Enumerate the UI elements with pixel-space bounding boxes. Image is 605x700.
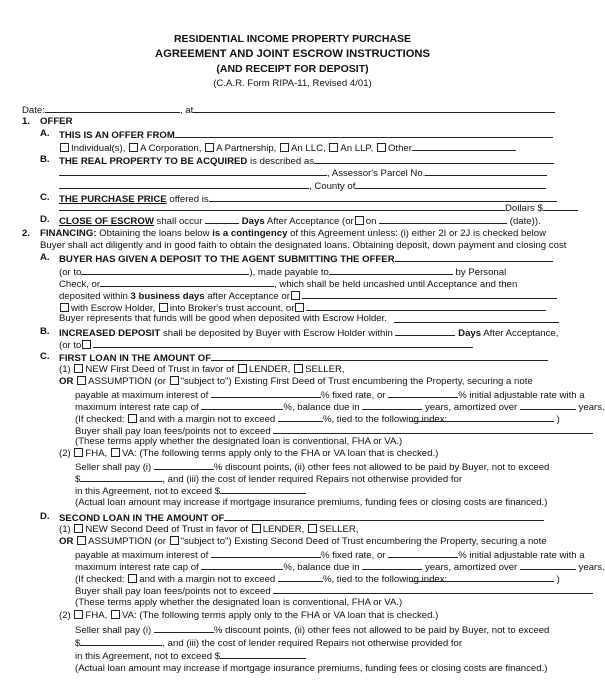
second-loan-cap-row: maximum interest rate cap of %, balance due in years, amortized over years. (75, 562, 605, 573)
second-repairs-row: in this Agreement, not to exceed $ (75, 649, 306, 661)
increased-deposit-row-2: (or to (59, 338, 473, 350)
other-checkbox[interactable] (377, 143, 386, 152)
second-margin-field[interactable] (278, 572, 323, 582)
second-margin-checkbox[interactable] (128, 574, 137, 583)
first-index-field[interactable]: ) (410, 412, 560, 426)
other-entity-field[interactable] (412, 141, 516, 151)
second-terms-note: (These terms apply whether the designated loan is conventional, FHA or VA.) (75, 597, 403, 608)
second-discount-points-field[interactable] (154, 623, 214, 633)
first-va-checkbox[interactable] (111, 448, 120, 457)
second-loan-amount-field[interactable] (224, 511, 544, 521)
form-title-line1: RESIDENTIAL INCOME PROPERTY PURCHASE (173, 33, 412, 45)
second-other-fees-field[interactable] (80, 636, 162, 646)
increased-other-checkbox[interactable] (82, 340, 91, 349)
financing-intro-row: FINANCING: Obtaining the loans below is a contingency of this Agreement unless: (i) either 2I or 2J is checked below (40, 228, 547, 239)
first-initial-rate-field[interactable] (388, 388, 458, 398)
first-margin-field[interactable] (278, 412, 323, 422)
first-repairs-field[interactable] (220, 484, 306, 494)
funds-good-amount-field[interactable] (394, 313, 559, 327)
deposit-holder-row: with Escrow Holder, into Broker's trust account, or (59, 301, 546, 313)
second-rate-cap-field[interactable] (201, 560, 283, 570)
second-loan-heading-row: SECOND LOAN IN THE AMOUNT OF (59, 511, 544, 523)
first-assumption-checkbox[interactable] (77, 376, 86, 385)
second-initial-rate-field[interactable] (388, 548, 458, 558)
second-amort-years-field[interactable] (520, 560, 576, 570)
second-lender-checkbox[interactable] (252, 524, 261, 533)
second-balance-years-field[interactable] (362, 560, 422, 570)
first-fha-checkbox[interactable] (74, 448, 83, 457)
first-margin-checkbox[interactable] (128, 414, 137, 423)
llp-checkbox[interactable] (329, 143, 338, 152)
llc-checkbox[interactable] (280, 143, 289, 152)
second-loan-fees-row: Buyer shall pay loan fees/points not to exceed (75, 584, 593, 596)
second-seller-checkbox[interactable] (308, 524, 317, 533)
second-fha-va-row: (2) FHA, VA: (The following terms apply only to the FHA or VA loan that is checked.) (59, 610, 439, 621)
real-property-row: THE REAL PROPERTY TO BE ACQUIRED is described as (59, 154, 554, 166)
financing-intro-row-2: Buyer shall act diligently and in good faith to obtain the designated loans. Obtaining deposit, down payment and closing cost (40, 240, 567, 251)
increased-deposit-row: INCREASED DEPOSIT shall be deposited by Buyer with Escrow Holder within Days After Acceptance, (59, 328, 559, 339)
deposit-within-row: deposited within 3 business days after Acceptance or (59, 289, 557, 301)
corporation-checkbox[interactable] (129, 143, 138, 152)
deposit-heading-row: BUYER HAS GIVEN A DEPOSIT TO THE AGENT SUBMITTING THE OFFER (59, 252, 553, 264)
dollars-row: Dollars $ (59, 201, 578, 213)
broker-trust-checkbox[interactable] (159, 303, 168, 312)
first-terms-note: (These terms apply whether the designated loan is conventional, FHA or VA.) (75, 436, 403, 447)
deposit-other-form-field[interactable] (100, 277, 274, 287)
first-other-fees-row: $ , and (iii) the cost of lender required Repairs not otherwise provided for (75, 474, 463, 485)
deposit-other-checkbox[interactable] (295, 303, 304, 312)
second-repairs-field[interactable] (220, 649, 306, 659)
date-row: Date: , at (22, 103, 555, 115)
close-on-date-checkbox[interactable] (355, 216, 364, 225)
new-second-checkbox[interactable] (74, 524, 83, 533)
second-va-checkbox[interactable] (111, 610, 120, 619)
deposit-holder-other-field[interactable] (306, 301, 546, 311)
first-lender-checkbox[interactable] (238, 364, 247, 373)
deposit-amount-field[interactable] (395, 252, 553, 262)
first-loan-amount-field[interactable] (211, 351, 548, 361)
buyer-name-field[interactable] (175, 128, 553, 138)
offer-a-row: A. (40, 128, 50, 139)
second-loan-assumption-row: OR ASSUMPTION (or "subject to") Existing Second Deed of Trust encumbering the Property, securing a note (59, 536, 547, 547)
offer-from-row: THIS IS AN OFFER FROM (59, 128, 553, 140)
form-title-line3: (AND RECEIPT FOR DEPOSIT) (216, 63, 369, 75)
first-loan-cap-row: maximum interest rate cap of %, balance due in years, amortized over years. (75, 402, 605, 413)
first-loan-fees-row: Buyer shall pay loan fees/points not to exceed (75, 424, 593, 436)
first-fees-field[interactable] (273, 424, 593, 434)
first-rate-cap-field[interactable] (201, 400, 283, 410)
apn-field[interactable] (425, 166, 547, 176)
first-other-fees-field[interactable] (80, 472, 162, 482)
first-loan-margin-row: (If checked: and with a margin not to exceed %, tied to the following index: (75, 414, 448, 425)
escrow-holder-checkbox[interactable] (60, 303, 69, 312)
county-field[interactable] (355, 179, 546, 189)
individuals-checkbox[interactable] (60, 143, 69, 152)
deposit-recipient-field[interactable] (81, 265, 249, 275)
property-description-field[interactable] (314, 154, 554, 164)
first-actual-loan-note: (Actual loan amount may increase if mortgage insurance premiums, funding fees or closing costs are financed.) (75, 497, 548, 508)
close-escrow-row: CLOSE OF ESCROW shall occur Days After Acceptance (or on (date)). (59, 216, 541, 227)
purchase-price-row: THE PURCHASE PRICE offered is (59, 192, 557, 204)
county-row: , County of (59, 179, 546, 191)
apn-row: , Assessor's Parcel No. (59, 166, 547, 178)
first-fixed-rate-field[interactable] (211, 388, 321, 398)
form-id: (C.A.R. Form RIPA-11, Revised 4/01) (213, 78, 372, 89)
section-1-heading: 1. (22, 116, 31, 127)
second-loan-new-row: (1) NEW Second Deed of Trust in favor of LENDER, SELLER, (59, 524, 359, 535)
price-words-field-2[interactable] (59, 201, 505, 211)
second-fees-field[interactable] (273, 584, 593, 594)
second-index-field[interactable]: ) (410, 572, 560, 586)
first-loan-assumption-row: OR ASSUMPTION (or "subject to") Existing First Deed of Trust encumbering the Property, securing a note (59, 376, 533, 387)
second-fixed-rate-field[interactable] (211, 548, 321, 558)
first-loan-heading-row: FIRST LOAN IN THE AMOUNT OF (59, 351, 548, 363)
first-amort-years-field[interactable] (520, 400, 576, 410)
first-discount-points-field[interactable] (154, 460, 214, 470)
first-balance-years-field[interactable] (362, 400, 422, 410)
close-date-field[interactable] (379, 214, 507, 224)
property-address-field[interactable] (59, 166, 327, 176)
increased-days-field[interactable] (395, 326, 455, 336)
second-seller-pay-row: Seller shall pay (i) % discount points, (ii) other fees not allowed to be paid by Buyer, not to exceed (75, 625, 550, 636)
first-subject-to-checkbox[interactable] (170, 376, 179, 385)
first-loan-interest-row: payable at maximum interest of % fixed rate, or % initial adjustable rate with a (75, 390, 585, 401)
deposit-alt-checkbox[interactable] (291, 291, 300, 300)
payable-to-field[interactable] (329, 265, 453, 275)
price-amount-field[interactable] (543, 201, 578, 211)
deposit-payable-row: (or to ), made payable to by Personal (59, 267, 507, 278)
buyer-entity-row: Individual(s), A Corporation, A Partnership, An LLC, An LLP, Other (59, 141, 516, 153)
first-fha-va-row: (2) FHA, VA: (The following terms apply only to the FHA or VA loan that is checked.) (59, 448, 439, 459)
first-loan-new-row: (1) NEW First Deed of Trust in favor of LENDER, SELLER, (59, 364, 345, 375)
first-repairs-row: in this Agreement, not to exceed $ (75, 484, 306, 496)
city-field[interactable] (59, 179, 309, 189)
first-seller-pay-row: Seller shall pay (i) % discount points, (ii) other fees not allowed to be paid by Buyer, not to exceed (75, 462, 550, 473)
second-assumption-checkbox[interactable] (77, 536, 86, 545)
form-title-line2: AGREEMENT AND JOINT ESCROW INSTRUCTIONS (155, 48, 430, 60)
second-fha-checkbox[interactable] (74, 610, 83, 619)
new-first-checkbox[interactable] (74, 364, 83, 373)
second-subject-to-checkbox[interactable] (170, 536, 179, 545)
purchase-agreement-form: RESIDENTIAL INCOME PROPERTY PURCHASE AGREEMENT AND JOINT ESCROW INSTRUCTIONS (AND RECEIPT FOR DEPOSIT) (C.A.R. Form RIPA-11, Revised 4/01) Date: , at 1. OFFER A. THIS IS AN OFFER FROM Individual(s), A Corporation, A Partnership, An LLC, An LLP, Other B. THE REAL PROPERTY TO BE ACQUIRED is described as , Assessor's Parcel No. , County of C. THE PURCHASE PRICE offered is Dollars $ D. CLOSE OF ESCROW shall occur Days After Acceptance (or on (date)). 2. FINANCING: Obtaining the loans below is a contingency of this Agreement unless: (i) either 2I or 2J is checked below Buyer shall act diligently and in good faith to obtain the designated loans. Obtaining deposit, down payment and closing cost A. BUYER HAS GIVEN A DEPOSIT TO THE AGENT SUBMITTING THE OFFER (or to ), made payable to by Personal Check, or , which shall be held uncashed until Acceptance and then deposited within 3 business days after Acceptance or with Escrow Holder, into Broker's trust account, or Buyer represents that funds will be good when deposited with Escrow Holder. B. INCREASED DEPOSIT shall be deposited by Buyer with Escrow Holder within Days After Acceptance, (or to C. FIRST LOAN IN THE AMOUNT OF (1) NEW First Deed of Trust in favor of LENDER, SELLER, OR ASSUMPTION (or "subject to") Existing First Deed of Trust encumbering the Property, securing a note payable at maximum interest of % fixed rate, or % initial adjustable rate with a maximum interest rate cap of %, balance due in years, amortized over years. (If checked: and with a margin not to exceed %, tied to the following index: ) Buyer shall pay loan fees/points not to exceed (These terms apply whether the designated loan is conventional, FHA or VA.) (2) FHA, VA: (The following terms apply only to the FHA or VA loan that is checked.) Seller shall pay (i) % discount points, (ii) other fees not allowed to be paid by Buyer, not to exceed $ , and (iii) the cost of lender required Repairs not otherwise provided for in this Agreement, not to exceed $ (Actual loan amount may increase if mortgage insurance premiums, funding fees or closing costs are financed.) D. SECOND LOAN IN THE AMOUNT OF (1) NEW Second Deed of Trust in favor of LENDER, SELLER, OR ASSUMPTION (or "subject to") Existing Second Deed of Trust encumbering the Property, securing a note payable at maximum interest of % fixed rate, or % initial adjustable rate with a maximum interest rate cap of %, balance due in years, amortized over years. (If checked: and with a margin not to exceed %, tied to the following index: ) Buyer shall pay loan fees/points not to exceed (These terms apply whether the designated loan is conventional, FHA or VA.) (2) FHA, VA: (The following terms apply only to the FHA or VA loan that is checked.) Seller shall pay (i) % discount points, (ii) other fees not allowed to be paid by Buyer, not to exceed $ , and (iii) the cost of lender required Repairs not otherwise provided for in this Agreement, not to exceed $ (Actual loan amount may increase if mortgage insurance premiums, funding fees or closing costs are financed.) (0, 0, 585, 700)
second-loan-interest-row: payable at maximum interest of % fixed rate, or % initial adjustable rate with a (75, 550, 585, 561)
location-field[interactable] (193, 103, 555, 113)
partnership-checkbox[interactable] (205, 143, 214, 152)
deposit-alt-field[interactable] (302, 289, 557, 299)
increased-other-field[interactable] (93, 338, 473, 348)
funds-good-row: Buyer represents that funds will be good when deposited with Escrow Holder. (59, 313, 387, 324)
second-loan-margin-row: (If checked: and with a margin not to exceed %, tied to the following index: (75, 574, 448, 585)
offer-title: OFFER (40, 116, 73, 127)
close-days-field[interactable] (205, 214, 239, 224)
deposit-check-row: Check, or , which shall be held uncashed until Acceptance and then (59, 279, 518, 290)
second-actual-loan-note: (Actual loan amount may increase if mortgage insurance premiums, funding fees or closing costs are financed.) (75, 663, 548, 674)
date-field[interactable] (45, 103, 180, 113)
second-other-fees-row: $ , and (iii) the cost of lender required Repairs not otherwise provided for (75, 638, 463, 649)
first-seller-checkbox[interactable] (294, 364, 303, 373)
